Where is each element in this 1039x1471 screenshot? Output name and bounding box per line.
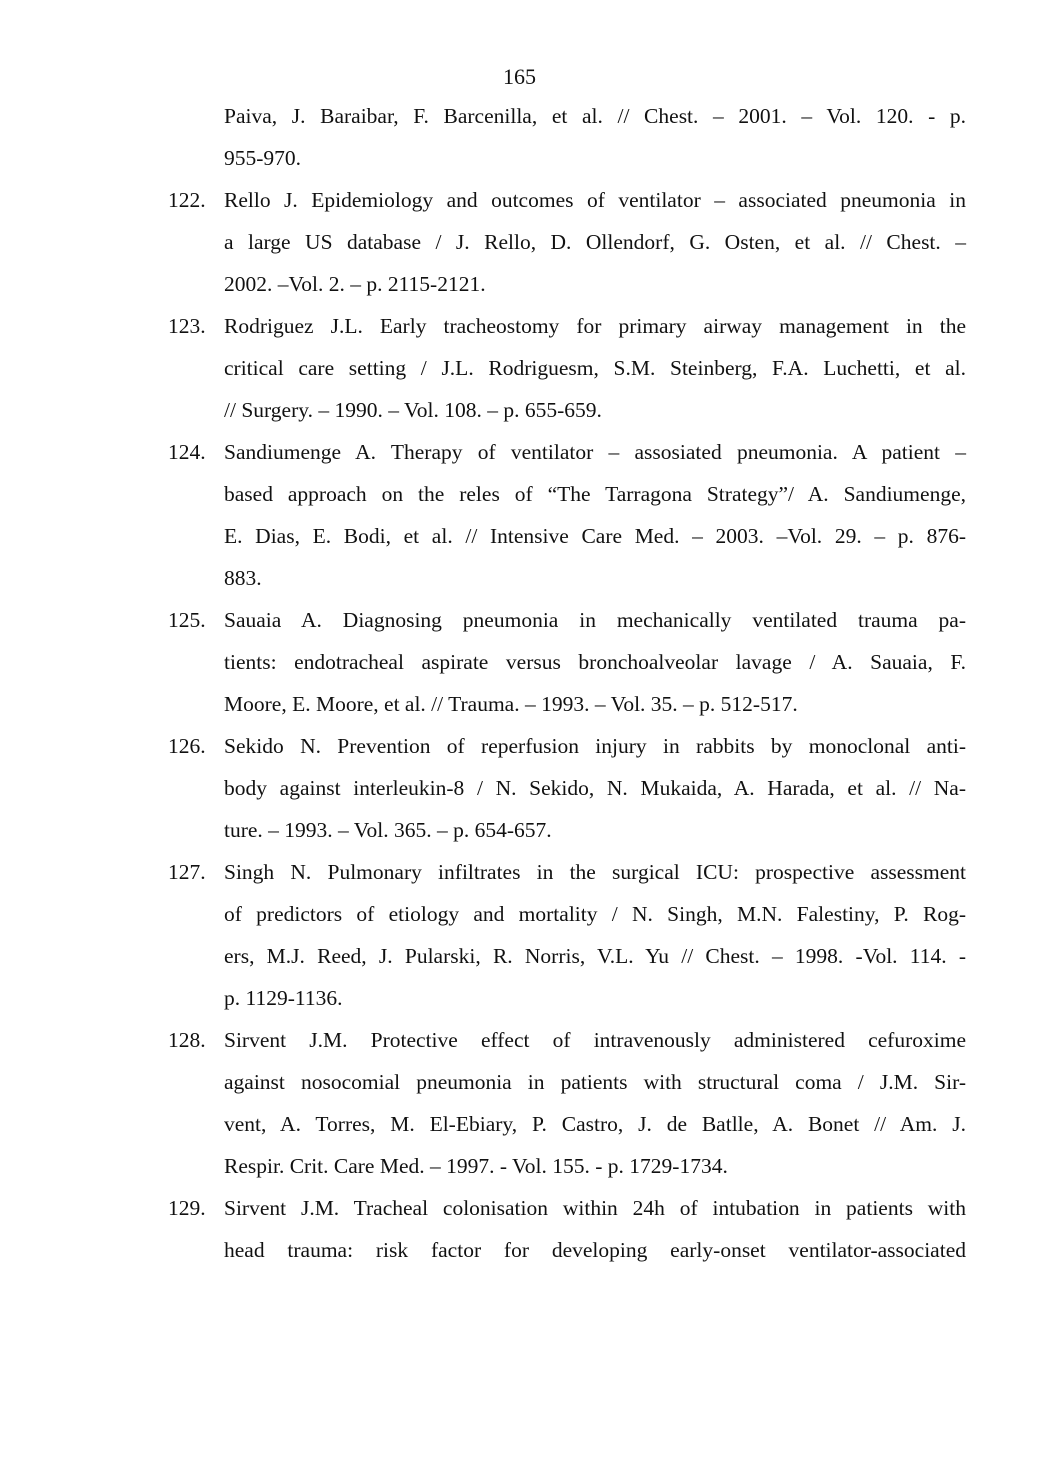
reference-number: 126.: [168, 734, 206, 758]
reference-text: [224, 431, 966, 599]
reference-line: Paiva, J. Baraibar, F. Barcenilla, et al. // Chest. – 2001. – Vol. 120. - p.: [224, 104, 966, 128]
reference-line: a large US database / J. Rello, D. Ollendorf, G. Osten, et al. // Chest. –: [224, 230, 966, 254]
reference-line: E. Dias, E. Bodi, et al. // Intensive Care Med. – 2003. –Vol. 29. – p. 876-: [224, 524, 966, 548]
reference-item: [168, 1187, 966, 1271]
reference-line: Sirvent J.M. Protective effect of intravenously administered cefuroxime: [224, 1028, 966, 1052]
reference-line: of predictors of etiology and mortality / N. Singh, M.N. Falestiny, P. Rog-: [224, 902, 966, 926]
reference-line: Rello J. Epidemiology and outcomes of ventilator – associated pneumonia in: [224, 188, 966, 212]
reference-number: 125.: [168, 608, 206, 632]
reference-line: tients: endotracheal aspirate versus bronchoalveolar lavage / A. Sauaia, F.: [224, 650, 966, 674]
reference-text: [224, 1019, 966, 1187]
reference-line: // Surgery. – 1990. – Vol. 108. – p. 655-659.: [224, 398, 602, 422]
reference-item: [168, 95, 966, 179]
reference-line: Sekido N. Prevention of reperfusion injury in rabbits by monoclonal anti-: [224, 734, 966, 758]
reference-line: 955-970.: [224, 146, 302, 170]
reference-line: body against interleukin-8 / N. Sekido, N. Mukaida, A. Harada, et al. // Na-: [224, 776, 966, 800]
reference-line: ers, M.J. Reed, J. Pularski, R. Norris, V.L. Yu // Chest. – 1998. -Vol. 114. -: [224, 944, 966, 968]
reference-line: Singh N. Pulmonary infiltrates in the surgical ICU: prospective assessment: [224, 860, 966, 884]
reference-item: [168, 851, 966, 1019]
reference-text: [224, 95, 966, 179]
reference-line: ture. – 1993. – Vol. 365. – p. 654-657.: [224, 818, 552, 842]
reference-line: vent, A. Torres, M. El-Ebiary, P. Castro, J. de Batlle, A. Bonet // Am. J.: [224, 1112, 966, 1136]
reference-text: [224, 599, 966, 725]
reference-line: Moore, E. Moore, et al. // Trauma. – 1993. – Vol. 35. – p. 512-517.: [224, 692, 798, 716]
reference-line: based approach on the reles of “The Tarragona Strategy”/ A. Sandiumenge,: [224, 482, 966, 506]
reference-item: [168, 1019, 966, 1187]
reference-item: [168, 725, 966, 851]
reference-number: 123.: [168, 314, 206, 338]
reference-text: [224, 1187, 966, 1271]
reference-item: [168, 305, 966, 431]
reference-line: against nosocomial pneumonia in patients with structural coma / J.M. Sir-: [224, 1070, 966, 1094]
reference-item: [168, 599, 966, 725]
reference-line: 2002. –Vol. 2. – p. 2115-2121.: [224, 272, 486, 296]
reference-line: Rodriguez J.L. Early tracheostomy for primary airway management in the: [224, 314, 966, 338]
reference-number: 124.: [168, 440, 206, 464]
reference-line: Respir. Crit. Care Med. – 1997. - Vol. 155. - p. 1729-1734.: [224, 1154, 728, 1178]
reference-line: Sauaia A. Diagnosing pneumonia in mechanically ventilated trauma pa-: [224, 608, 966, 632]
page-number: 165: [503, 64, 536, 89]
reference-line: critical care setting / J.L. Rodriguesm, S.M. Steinberg, F.A. Luchetti, et al.: [224, 356, 966, 380]
reference-list: [168, 95, 966, 1271]
reference-line: Sirvent J.M. Tracheal colonisation within 24h of intubation in patients with: [224, 1196, 966, 1220]
reference-item: [168, 179, 966, 305]
reference-line: 883.: [224, 566, 262, 590]
reference-number: 128.: [168, 1028, 206, 1052]
reference-number: 127.: [168, 860, 206, 884]
reference-text: [224, 179, 966, 305]
reference-item: [168, 431, 966, 599]
reference-number: 129.: [168, 1196, 206, 1220]
reference-text: [224, 851, 966, 1019]
reference-line: Sandiumenge A. Therapy of ventilator – assosiated pneumonia. A patient –: [224, 440, 966, 464]
reference-text: [224, 305, 966, 431]
reference-text: [224, 725, 966, 851]
reference-line: p. 1129-1136.: [224, 986, 343, 1010]
reference-line: head trauma: risk factor for developing early-onset ventilator-associated: [224, 1238, 966, 1262]
reference-number: 122.: [168, 188, 206, 212]
